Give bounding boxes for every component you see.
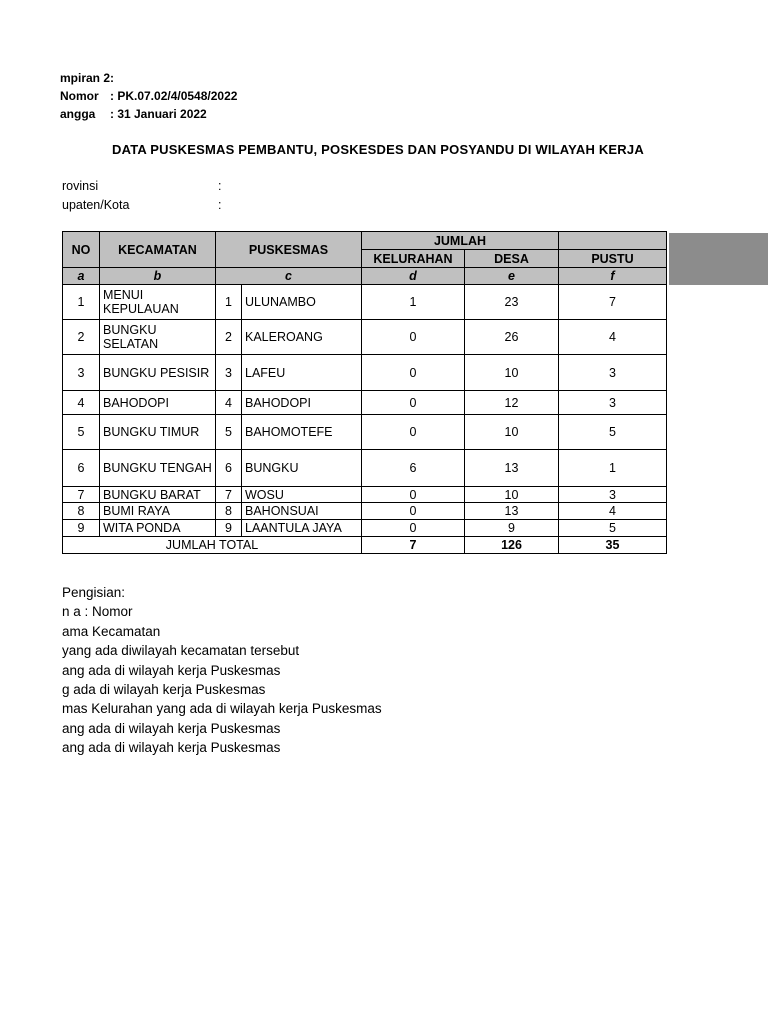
table-row <box>63 450 667 487</box>
row-puskesmas-no: 3 <box>216 355 242 391</box>
row-pustu: 5 <box>559 415 667 450</box>
row-no: 9 <box>63 520 100 537</box>
row-desa: 12 <box>465 391 559 415</box>
row-desa: 26 <box>465 320 559 355</box>
filling-notes <box>62 583 482 758</box>
col-kecamatan-header: KECAMATAN <box>100 232 216 268</box>
total-pustu: 35 <box>559 537 667 554</box>
row-puskesmas: KALEROANG <box>242 320 362 355</box>
row-desa: 10 <box>465 355 559 391</box>
row-pustu: 4 <box>559 320 667 355</box>
row-puskesmas-no: 9 <box>216 520 242 537</box>
nomor-label: Nomor <box>60 89 99 103</box>
index-d: d <box>362 268 465 285</box>
row-pustu: 3 <box>559 391 667 415</box>
row-no: 2 <box>63 320 100 355</box>
row-kelurahan: 1 <box>362 285 465 320</box>
table-row <box>63 503 667 520</box>
row-pustu: 4 <box>559 503 667 520</box>
index-b: b <box>100 268 216 285</box>
provinsi-label: rovinsi <box>62 179 99 193</box>
row-desa: 23 <box>465 285 559 320</box>
row-no: 5 <box>63 415 100 450</box>
row-puskesmas-no: 6 <box>216 450 242 487</box>
row-pustu: 5 <box>559 520 667 537</box>
row-kecamatan: BUNGKU SELATAN <box>100 320 216 355</box>
row-kelurahan: 0 <box>362 503 465 520</box>
row-puskesmas-no: 1 <box>216 285 242 320</box>
puskesmas-table <box>62 231 667 554</box>
table-row <box>63 391 667 415</box>
total-desa: 126 <box>465 537 559 554</box>
row-puskesmas-no: 4 <box>216 391 242 415</box>
col-puskesmas-header: PUSKESMAS <box>216 232 362 268</box>
table-row <box>63 320 667 355</box>
row-puskesmas: BAHONSUAI <box>242 503 362 520</box>
note-line: ama Kecamatan <box>62 623 161 639</box>
row-kecamatan: MENUI KEPULAUAN <box>100 285 216 320</box>
gray-header-band <box>669 233 768 285</box>
row-desa: 9 <box>465 520 559 537</box>
col-pustu-header: PUSTU <box>559 250 667 268</box>
row-puskesmas: WOSU <box>242 487 362 503</box>
table-row <box>63 520 667 537</box>
total-row <box>63 537 667 554</box>
kabupaten-colon: : <box>218 198 222 212</box>
total-kelurahan: 7 <box>362 537 465 554</box>
note-line: ang ada di wilayah kerja Puskesmas <box>62 740 281 756</box>
tanggal-label: angga <box>60 107 96 121</box>
row-puskesmas: LAFEU <box>242 355 362 391</box>
row-puskesmas: BAHOMOTEFE <box>242 415 362 450</box>
row-puskesmas: ULUNAMBO <box>242 285 362 320</box>
row-desa: 10 <box>465 415 559 450</box>
note-line: mas Kelurahan yang ada di wilayah kerja Puskesmas <box>62 701 382 717</box>
note-line: Pengisian: <box>62 585 126 600</box>
row-kecamatan: BAHODOPI <box>100 391 216 415</box>
index-a: a <box>63 268 100 285</box>
note-line: g ada di wilayah kerja Puskesmas <box>62 681 266 697</box>
index-f: f <box>559 268 667 285</box>
row-kelurahan: 0 <box>362 487 465 503</box>
note-line: n a : Nomor <box>62 604 133 620</box>
row-kecamatan: BUNGKU TIMUR <box>100 415 216 450</box>
row-no: 6 <box>63 450 100 487</box>
note-line: ang ada di wilayah kerja Puskesmas <box>62 662 281 678</box>
row-puskesmas-no: 8 <box>216 503 242 520</box>
tanggal-line <box>60 107 207 121</box>
row-puskesmas: BAHODOPI <box>242 391 362 415</box>
row-kelurahan: 0 <box>362 320 465 355</box>
col-desa-header: DESA <box>465 250 559 268</box>
header-row-1 <box>63 232 667 250</box>
row-no: 7 <box>63 487 100 503</box>
total-label: JUMLAH TOTAL <box>63 537 362 554</box>
row-kecamatan: BUNGKU PESISIR <box>100 355 216 391</box>
row-no: 4 <box>63 391 100 415</box>
row-kecamatan: WITA PONDA <box>100 520 216 537</box>
nomor-value: : PK.07.02/4/0548/2022 <box>110 89 238 103</box>
row-puskesmas: BUNGKU <box>242 450 362 487</box>
row-kelurahan: 6 <box>362 450 465 487</box>
index-c: c <box>216 268 362 285</box>
row-kecamatan: BUNGKU TENGAH <box>100 450 216 487</box>
row-kecamatan: BUMI RAYA <box>100 503 216 520</box>
kabupaten-label: upaten/Kota <box>62 198 130 212</box>
document-title: DATA PUSKESMAS PEMBANTU, POSKESDES DAN POSYANDU DI WILAYAH KERJA <box>112 142 644 157</box>
lampiran-label: mpiran 2: <box>60 71 115 85</box>
row-kelurahan: 0 <box>362 355 465 391</box>
row-pustu: 1 <box>559 450 667 487</box>
row-desa: 13 <box>465 450 559 487</box>
row-puskesmas-no: 2 <box>216 320 242 355</box>
row-kelurahan: 0 <box>362 520 465 537</box>
table-row <box>63 285 667 320</box>
row-puskesmas-no: 7 <box>216 487 242 503</box>
col-jumlah-header: JUMLAH <box>362 232 559 250</box>
tanggal-value: : 31 Januari 2022 <box>110 107 207 121</box>
row-pustu: 3 <box>559 487 667 503</box>
row-puskesmas: LAANTULA JAYA <box>242 520 362 537</box>
index-e: e <box>465 268 559 285</box>
row-kelurahan: 0 <box>362 391 465 415</box>
row-kecamatan: BUNGKU BARAT <box>100 487 216 503</box>
row-puskesmas-no: 5 <box>216 415 242 450</box>
col-no-header: NO <box>63 232 100 268</box>
row-kelurahan: 0 <box>362 415 465 450</box>
note-line: ang ada di wilayah kerja Puskesmas <box>62 720 281 736</box>
row-no: 1 <box>63 285 100 320</box>
col-kelurahan-header: KELURAHAN <box>362 250 465 268</box>
table-row <box>63 355 667 391</box>
row-desa: 13 <box>465 503 559 520</box>
table-row <box>63 487 667 503</box>
note-line: yang ada diwilayah kecamatan tersebut <box>62 643 300 659</box>
col-empty-header <box>559 232 667 250</box>
row-pustu: 3 <box>559 355 667 391</box>
row-pustu: 7 <box>559 285 667 320</box>
nomor-line <box>60 89 238 103</box>
provinsi-colon: : <box>218 179 222 193</box>
row-no: 8 <box>63 503 100 520</box>
row-desa: 10 <box>465 487 559 503</box>
row-no: 3 <box>63 355 100 391</box>
index-row <box>63 268 667 285</box>
table-row <box>63 415 667 450</box>
